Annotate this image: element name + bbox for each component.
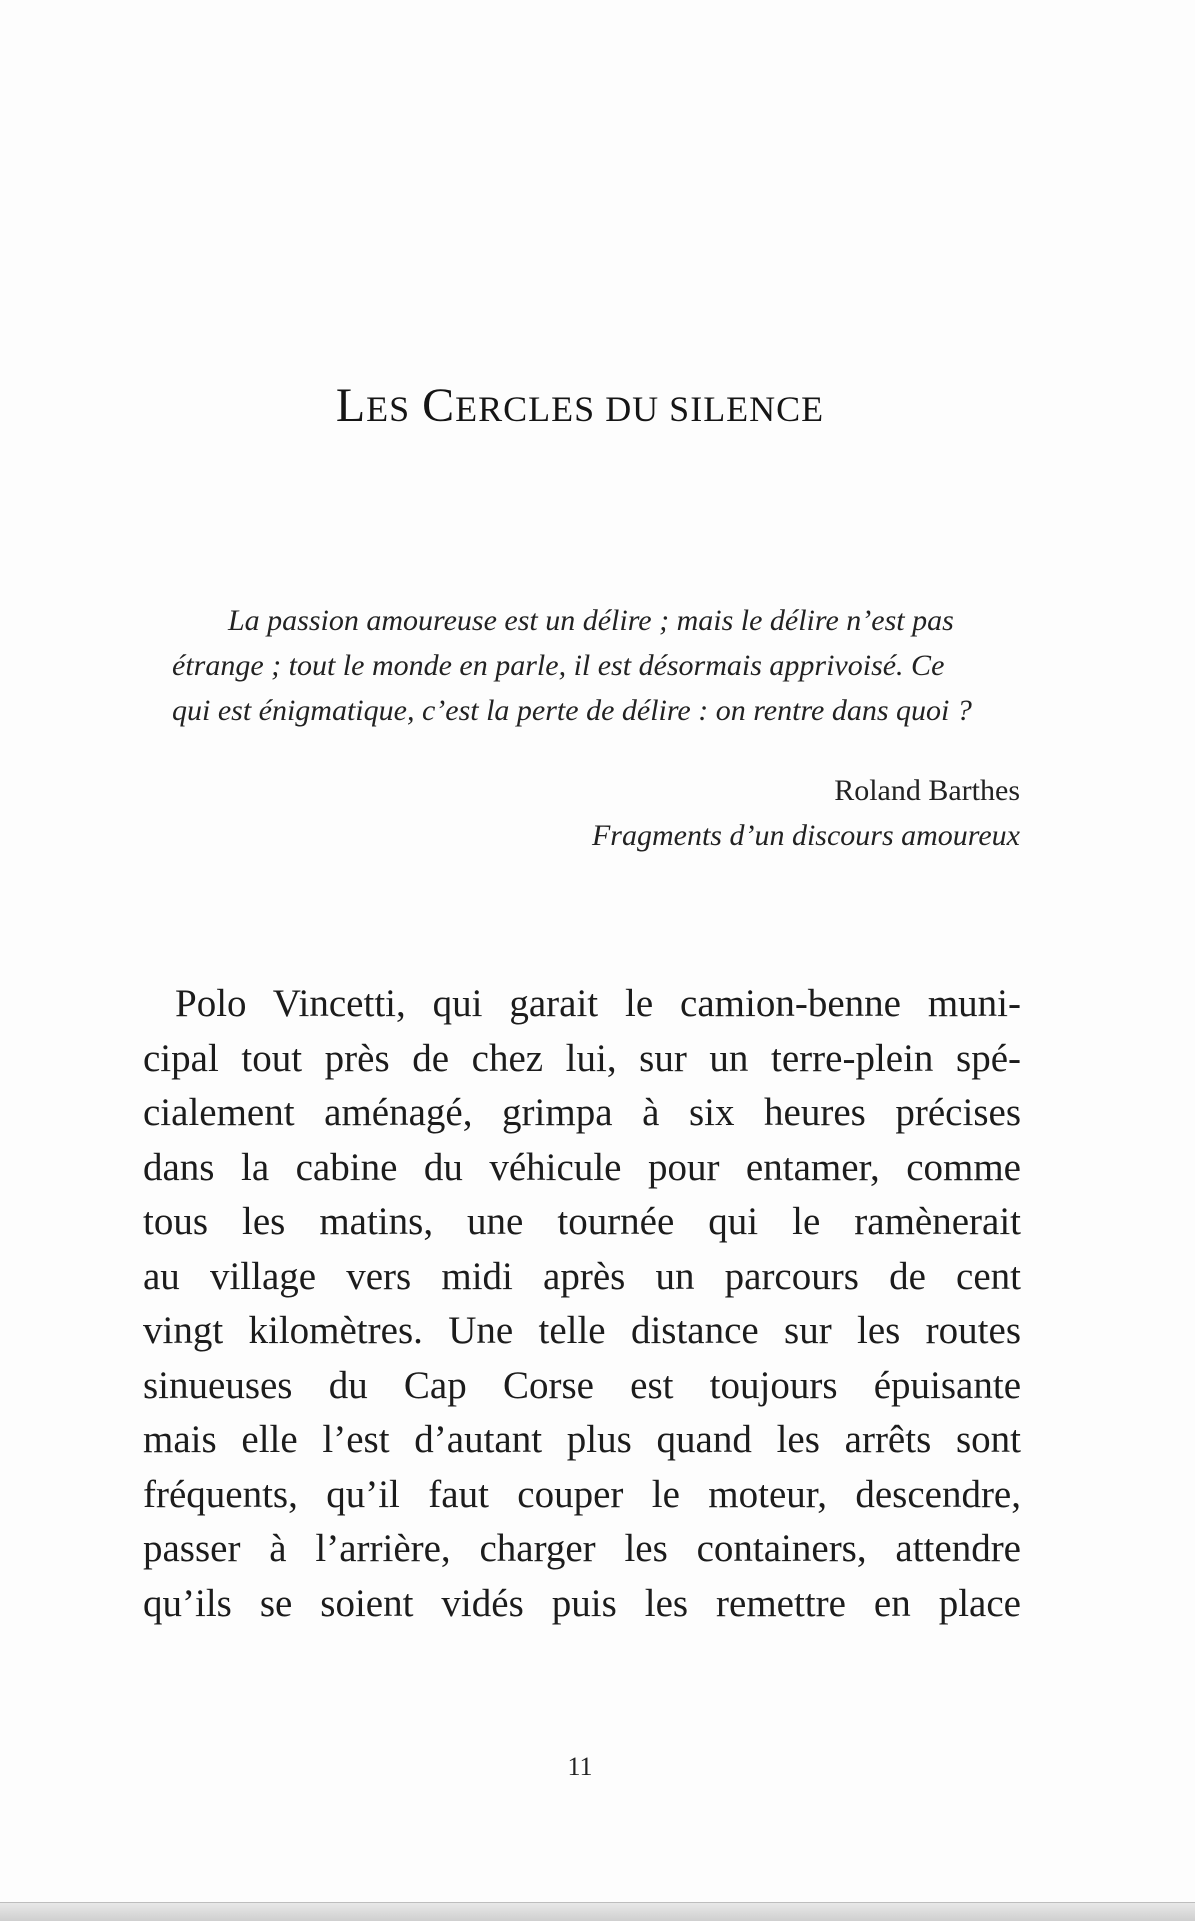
- body-line: cialement aménagé, grimpa à six heures précises: [143, 1091, 1021, 1134]
- epigraph-attribution: [592, 768, 1020, 858]
- epigraph-line: qui est énigmatique, c’est la perte de délire : on rentre dans quoi ?: [172, 694, 972, 727]
- chapter-title-rest-1: ES: [366, 389, 411, 429]
- body-line: fréquents, qu’il faut couper le moteur, descendre,: [143, 1472, 1021, 1516]
- scan-bottom-edge: [0, 1902, 1195, 1921]
- body-line: dans la cabine du véhicule pour entamer, comme: [143, 1145, 1021, 1189]
- epigraph-line: La passion amoureuse est un délire ; mais le délire n’est pas: [228, 604, 954, 637]
- body-line: au village vers midi après un parcours de cent: [143, 1254, 1021, 1298]
- body-line: cipal tout près de chez lui, sur un terre-plein spé-: [143, 1036, 1021, 1080]
- epigraph: [172, 598, 1020, 733]
- body-line: passer à l’arrière, charger les containers, attendre: [143, 1527, 1021, 1570]
- chapter-title: [0, 378, 1160, 433]
- body-line: tous les matins, une tournée qui le ramènerait: [143, 1200, 1021, 1243]
- epigraph-work-title: Fragments d’un discours amoureux: [591, 819, 1020, 852]
- body-line: vingt kilomètres. Une telle distance sur les routes: [143, 1309, 1021, 1352]
- body-line: mais elle l’est d’autant plus quand les arrêts sont: [143, 1418, 1021, 1461]
- body-line: qu’ils se soient vidés puis les remettre en place: [143, 1581, 1021, 1625]
- chapter-title-initial-2: C: [422, 379, 456, 432]
- epigraph-line: étrange ; tout le monde en parle, il est désormais apprivoisé. Ce: [172, 649, 945, 682]
- epigraph-author: Roland Barthes: [834, 774, 1020, 807]
- body-paragraph: [143, 977, 1021, 1631]
- chapter-title-rest-2: ERCLES DU SILENCE: [455, 389, 825, 429]
- chapter-title-initial-1: L: [335, 379, 367, 432]
- body-line: Polo Vincetti, qui garait le camion-benne muni-: [175, 982, 1021, 1025]
- page-number: 11: [567, 1752, 593, 1781]
- body-line: sinueuses du Cap Corse est toujours épuisante: [143, 1363, 1021, 1407]
